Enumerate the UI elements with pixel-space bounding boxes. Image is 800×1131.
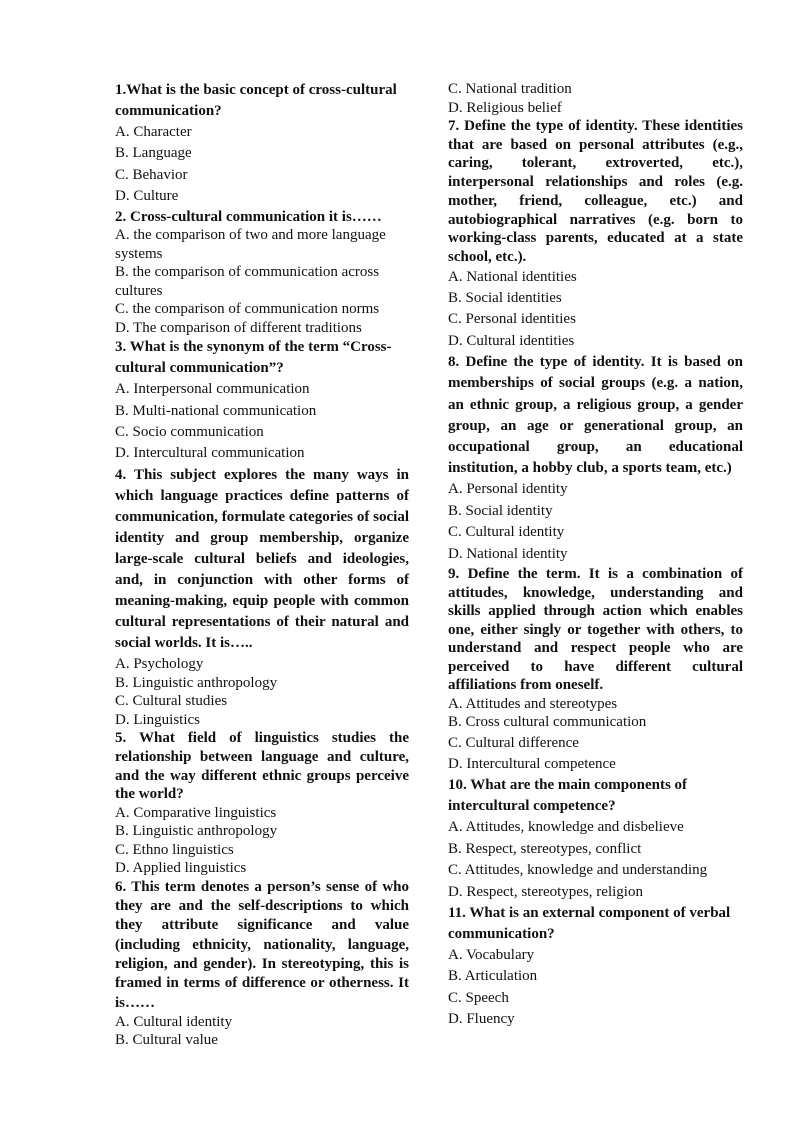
option-c: C. the comparison of communication norms	[115, 301, 380, 318]
option-d: D. Religious belief	[448, 99, 562, 116]
option-a: A. Psychology	[115, 655, 204, 672]
option-b: B. Respect, stereotypes, conflict	[448, 840, 642, 857]
option-c: C. Ethno linguistics	[115, 841, 234, 858]
question-3	[115, 337, 409, 465]
option-c: C. Cultural studies	[115, 693, 228, 710]
option-a: A. Cultural identity	[115, 1013, 233, 1030]
question-9	[448, 565, 743, 775]
question-text: 8. Define the type of identity. It is based on memberships of social groups (e.g. a nation, an ethnic group, a religious group, a gender group, an age or generational group, an occupational group, an educational institution, a hobby club, a sports team, etc.)	[448, 354, 743, 477]
option-d: D. Applied linguistics	[115, 860, 247, 877]
option-c: C. Socio communication	[115, 424, 264, 441]
option-b: B. Articulation	[448, 968, 538, 985]
option-a: A. Comparative linguistics	[115, 804, 277, 821]
option-b: B. Cross cultural communication	[448, 714, 647, 731]
option-d: D. The comparison of different traditions	[115, 319, 362, 336]
question-2	[115, 208, 409, 338]
option-c: C. National tradition	[448, 81, 572, 97]
option-b: B. Linguistic anthropology	[115, 674, 278, 691]
option-c: C. Personal identities	[448, 311, 576, 328]
option-b: B. Social identities	[448, 290, 562, 307]
option-b: B. Language	[115, 145, 192, 162]
question-text: 2. Cross-cultural communication it is……	[115, 208, 382, 225]
option-a: A. the comparison of two and more language systems	[115, 227, 386, 262]
question-1	[115, 80, 409, 208]
question-11	[448, 903, 743, 1031]
option-d: D. Linguistics	[115, 711, 200, 728]
option-d: D. Intercultural competence	[448, 756, 616, 772]
question-10	[448, 775, 743, 903]
question-8	[448, 352, 743, 565]
question-text: 10. What are the main components of intercultural competence?	[448, 777, 688, 815]
option-c: C. Speech	[448, 989, 509, 1006]
question-6-continued-options	[448, 80, 743, 117]
question-text: 9. Define the term. It is a combination of attitudes, knowledge, understanding and skills applied through action which enables one, either singly or together with others, to understand and respect people who are perceived to have different cultural affiliations from oneself.	[448, 566, 743, 694]
left-column	[115, 80, 409, 1050]
option-list	[448, 817, 743, 903]
option-a: A. Interpersonal communication	[115, 381, 310, 398]
question-text: 11. What is an external component of verbal communication?	[448, 905, 731, 943]
option-list	[115, 654, 409, 730]
option-list	[115, 226, 409, 337]
question-text: 7. Define the type of identity. These identities that are based on personal attributes (e.g., caring, tolerant, extroverted, etc.), interpersonal relationships and roles (e.g. mother, friend, colleague, etc.) and autobiographical narratives (e.g. born to working-class parents, educated at a state school, etc.).	[448, 118, 743, 265]
question-5	[115, 729, 409, 877]
option-list	[115, 122, 409, 208]
option-a: A. Personal identity	[448, 481, 568, 498]
option-a: A. Attitudes, knowledge and disbelieve	[448, 819, 684, 836]
option-list	[448, 945, 743, 1031]
option-d: D. Cultural identities	[448, 332, 575, 349]
option-b: B. Linguistic anthropology	[115, 823, 278, 840]
option-d: D. Respect, stereotypes, religion	[448, 883, 643, 900]
option-a: A. Character	[115, 124, 192, 140]
question-text: 5. What field of linguistics studies the relationship between language and culture, and the way different ethnic groups perceive the world?	[115, 730, 409, 803]
option-list	[448, 479, 743, 565]
option-list	[448, 267, 743, 353]
question-7	[448, 117, 743, 352]
option-list	[448, 695, 743, 776]
question-text: 3. What is the synonym of the term “Cross-cultural communication”?	[115, 339, 392, 377]
option-list	[115, 1013, 409, 1050]
option-d: D. Culture	[115, 188, 179, 205]
question-text: 4. This subject explores the many ways in which language practices define patterns of communication, formulate categories of social identity and group membership, organize large-scale cultural beliefs and ideologies, and, in conjunction with other forms of meaning-making, equip people with common cultural representations of their natural and social worlds. It is…..	[115, 466, 409, 651]
question-text: 1.What is the basic concept of cross-cultural communication?	[115, 82, 397, 119]
question-4	[115, 465, 409, 730]
question-6	[115, 878, 409, 1050]
option-b: B. Multi-national communication	[115, 402, 317, 419]
option-b: B. the comparison of communication across cultures	[115, 264, 380, 299]
option-c: C. Behavior	[115, 166, 188, 183]
option-a: A. Vocabulary	[448, 947, 535, 964]
option-a: A. Attitudes and stereotypes	[448, 695, 618, 712]
option-b: B. Social identity	[448, 502, 553, 519]
option-list	[115, 379, 409, 465]
right-column	[448, 80, 743, 1031]
option-d: D. Fluency	[448, 1011, 515, 1028]
question-text: 6. This term denotes a person’s sense of who they are and the self-descriptions to which they attribute significance and value (including ethnicity, nationality, language, religion, and gender). In stereotyping, this is framed in terms of difference or otherness. It is……	[115, 878, 409, 1011]
option-a: A. National identities	[448, 268, 577, 285]
option-list	[115, 804, 409, 878]
option-c: C. Attitudes, knowledge and understanding	[448, 862, 708, 879]
option-b: B. Cultural value	[115, 1032, 218, 1049]
option-d: D. National identity	[448, 545, 568, 562]
option-d: D. Intercultural communication	[115, 445, 305, 462]
option-c: C. Cultural identity	[448, 524, 565, 541]
option-c: C. Cultural difference	[448, 734, 579, 751]
